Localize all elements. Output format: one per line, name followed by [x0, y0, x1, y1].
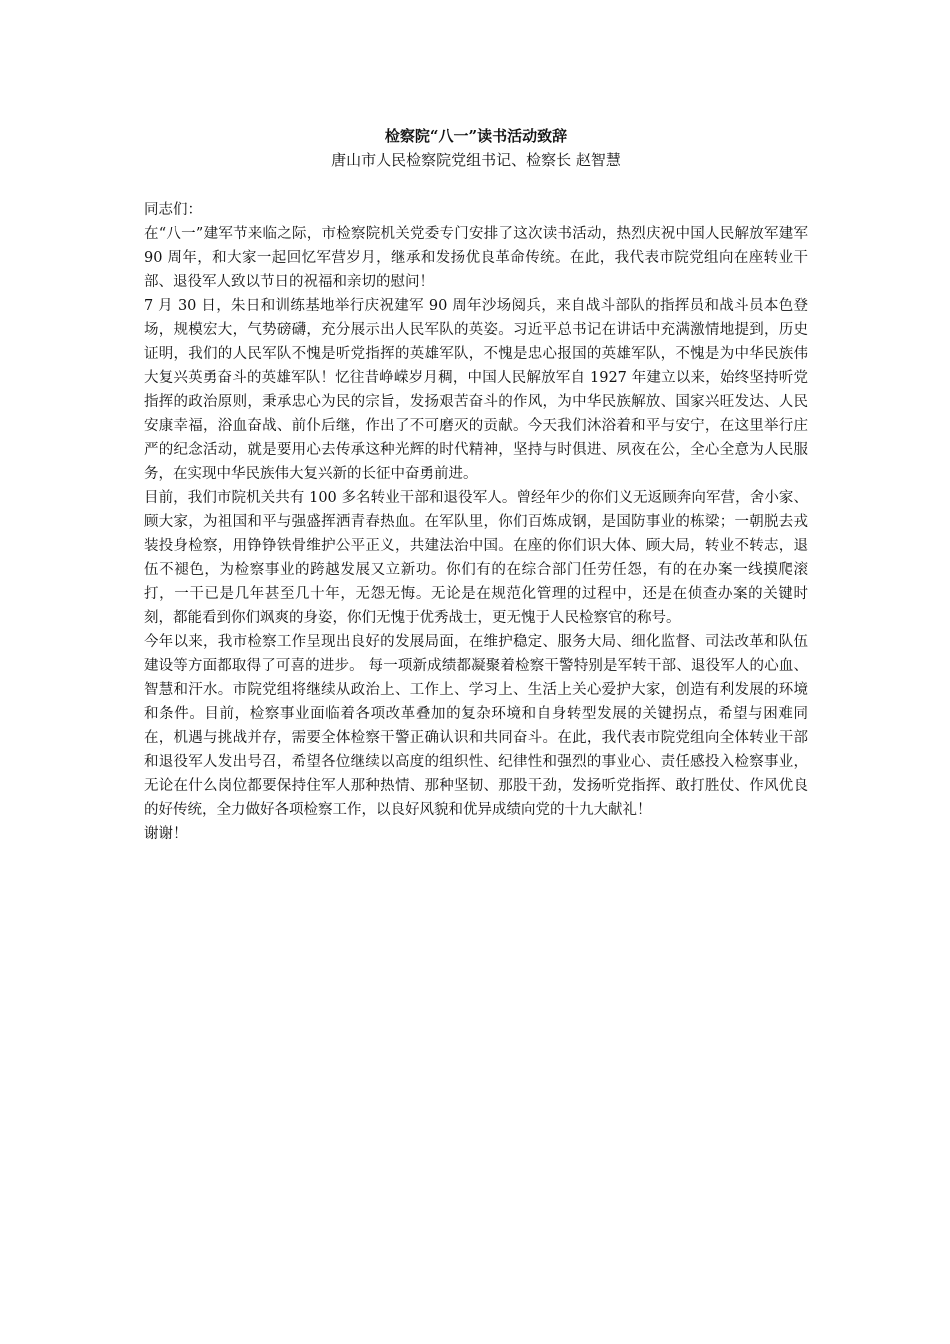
paragraph-parade: 7 月 30 日，朱日和训练基地举行庆祝建军 90 周年沙场阅兵，来自战斗部队的指挥员和战斗员本色登场，规模宏大，气势磅礴，充分展示出人民军队的英姿。习近平总书记在讲话中充满激情地提到，历史证明，我们的人民军队不愧是听党指挥的英雄军队，不愧是忠心报国的英雄军队，不愧是为中华民族伟大复兴英勇奋斗的英雄军队！忆往昔峥嵘岁月稠，中国人民解放军自 1927 年建立以来，始终坚持听党指挥的政治原则，秉承忠心为民的宗旨，发扬艰苦奋斗的作风，为中华民族解放、国家兴旺发达、人民安康幸福，浴血奋战、前仆后继，作出了不可磨灭的贡献。今天我们沐浴着和平与安宁，在这里举行庄严的纪念活动，就是要用心去传承这种光辉的时代精神，坚持与时俱进、夙夜在公，全心全意为人民服务，在实现中华民族伟大复兴新的长征中奋勇前进。: [144, 298, 808, 482]
document-body: [144, 124, 808, 846]
document-title: 检察院“八一”读书活动致辞: [384, 127, 568, 145]
document-subtitle: 唐山市人民检察院党组书记、检察长 赵智慧: [331, 151, 621, 169]
paragraph-intro: 在“八一”建军节来临之际，市检察院机关党委专门安排了这次读书活动，热烈庆祝中国人民解放军建军 90 周年，和大家一起回忆军营岁月，继承和发扬优良革命传统。在此，我代表市院党组向在座转业干部、退役军人致以节日的祝福和亲切的慰问！: [144, 226, 808, 290]
salutation: 同志们：: [144, 202, 202, 218]
paragraph-progress: 今年以来，我市检察工作呈现出良好的发展局面，在维护稳定、服务大局、细化监督、司法改革和队伍建设等方面都取得了可喜的进步。 每一项新成绩都凝聚着检察干警特别是军转干部、退役军人的心血、智慧和汗水。市院党组将继续从政治上、工作上、学习上、生活上关心爱护大家，创造有利发展的环境和条件。目前，检察事业面临着各项改革叠加的复杂环境和自身转型发展的关键拐点，希望与困难同在，机遇与挑战并存，需要全体检察干警正确认识和共同奋斗。在此，我代表市院党组向全体转业干部和退役军人发出号召，希望各位继续以高度的组织性、纪律性和强烈的事业心、责任感投入检察事业，无论在什么岗位都要保持住军人那种热情、那种坚韧、那股干劲，发扬听党指挥、敢打胜仗、作风优良的好传统，全力做好各项检察工作，以良好风貌和优异成绩向党的十九大献礼！: [144, 634, 808, 818]
closing: 谢谢！: [144, 826, 188, 842]
paragraph-veterans: 目前，我们市院机关共有 100 多名转业干部和退役军人。曾经年少的你们义无返顾奔向军营，舍小家、顾大家，为祖国和平与强盛挥洒青春热血。在军队里，你们百炼成钢，是国防事业的栋梁；一朝脱去戎装投身检察，用铮铮铁骨维护公平正义，共建法治中国。在座的你们识大体、顾大局，转业不转志，退伍不褪色，为检察事业的跨越发展又立新功。你们有的在综合部门任劳任怨，有的在办案一线摸爬滚打，一干已是几年甚至几十年，无怨无悔。无论是在规范化管理的过程中，还是在侦查办案的关键时刻，都能看到你们飒爽的身姿，你们无愧于优秀战士，更无愧于人民检察官的称号。: [144, 490, 808, 626]
